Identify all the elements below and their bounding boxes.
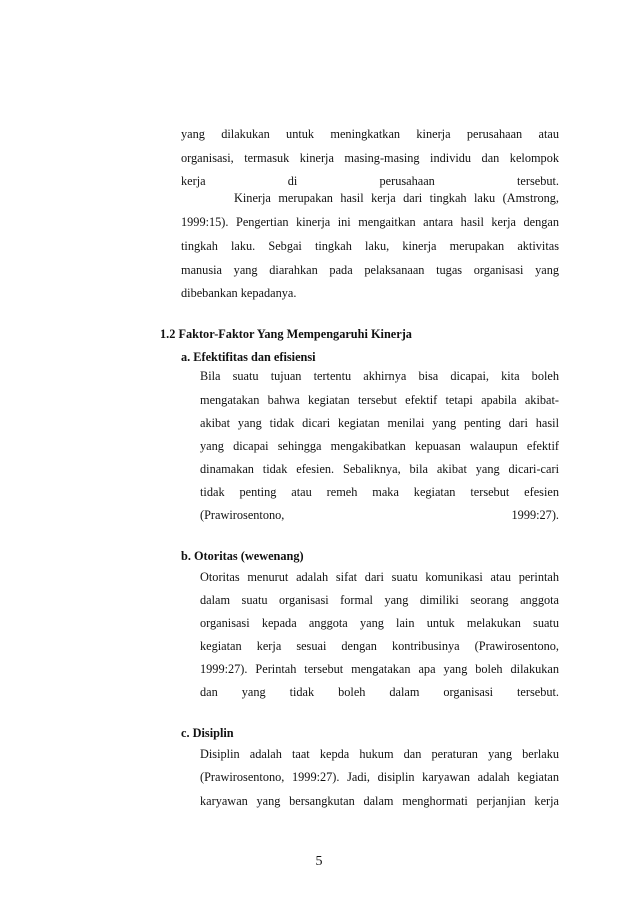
subsection-c-line-2: (Prawirosentono, 1999:27). Jadi, disiplin karyawan adalah kegiatan [200, 770, 559, 784]
intro-line-6: tingkah laku. Sebgai tingkah laku, kinerja merupakan aktivitas [181, 239, 559, 253]
subsection-a-line-1: Bila suatu tujuan tertentu akhirnya bisa dicapai, kita boleh [200, 369, 559, 383]
intro-line-2: organisasi, termasuk kinerja masing-masing individu dan kelompok [181, 151, 559, 165]
subsection-b-line-1: Otoritas menurut adalah sifat dari suatu komunikasi atau perintah [200, 570, 559, 584]
subsection-c-line-1: Disiplin adalah taat kepda hukum dan peraturan yang berlaku [200, 747, 559, 761]
subsection-c-line-3: karyawan yang bersangkutan dalam menghormati perjanjian kerja [200, 794, 559, 808]
intro-line-1: yang dilakukan untuk meningkatkan kinerja perusahaan atau [181, 127, 559, 141]
subsection-a-line-7: (Prawirosentono, 1999:27). [200, 508, 559, 522]
subsection-a-line-5: dinamakan tidak efesien. Sebaliknya, bila akibat yang dicari-cari [200, 462, 559, 476]
intro-line-3: kerja di perusahaan tersebut. [181, 174, 559, 188]
subsection-b-line-5: 1999:27). Perintah tersebut mengatakan apa yang boleh dilakukan [200, 662, 559, 676]
intro-line-8: dibebankan kepadanya. [181, 286, 297, 300]
subsection-a-heading: a. Efektifitas dan efisiensi [181, 350, 316, 364]
intro-line-4: Kinerja merupakan hasil kerja dari tingkah laku (Amstrong, [234, 191, 559, 205]
subsection-a-line-6: tidak penting atau remeh maka kegiatan tersebut efesien [200, 485, 559, 499]
subsection-a-line-4: yang dicapai sehingga mengakibatkan kepuasan walaupun efektif [200, 439, 559, 453]
subsection-c-heading: c. Disiplin [181, 726, 234, 740]
subsection-b-line-3: organisasi kepada anggota yang lain untuk melakukan suatu [200, 616, 559, 630]
intro-line-5: 1999:15). Pengertian kinerja ini mengaitkan antara hasil kerja dengan [181, 215, 559, 229]
page-number: 5 [315, 854, 323, 869]
subsection-b-line-4: kegiatan kerja sesuai dengan kontribusinya (Prawirosentono, [200, 639, 559, 653]
subsection-a-line-2: mengatakan bahwa kegiatan tersebut efektif tetapi apabila akibat- [200, 393, 559, 407]
subsection-b-heading: b. Otoritas (wewenang) [181, 549, 304, 563]
subsection-a-line-3: akibat yang tidak dicari kegiatan menilai yang penting dari hasil [200, 416, 559, 430]
section-heading: 1.2 Faktor-Faktor Yang Mempengaruhi Kinerja [160, 327, 412, 341]
intro-line-7: manusia yang diarahkan pada pelaksanaan tugas organisasi yang [181, 263, 559, 277]
subsection-b-line-2: dalam suatu organisasi formal yang dimiliki seorang anggota [200, 593, 559, 607]
subsection-b-line-6: dan yang tidak boleh dalam organisasi tersebut. [200, 685, 559, 699]
